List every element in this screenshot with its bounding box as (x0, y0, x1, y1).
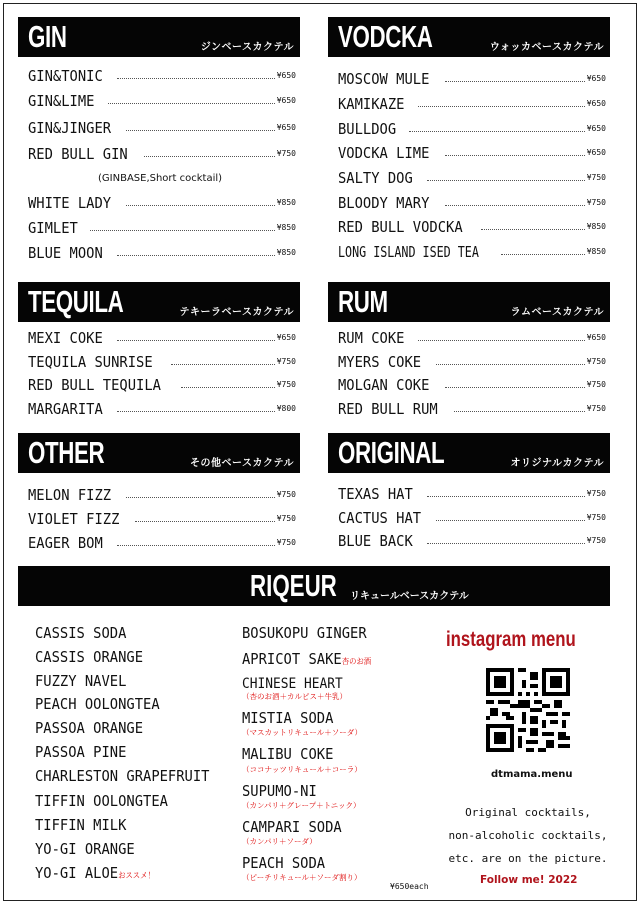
other-title: OTHER (28, 435, 105, 470)
item-name: BLOODY MARY (338, 194, 430, 212)
item-name: MOLGAN COKE (338, 376, 430, 394)
rum-title: RUM (338, 284, 388, 319)
item-name: VODCKA LIME (338, 144, 430, 162)
item-name: MEXI COKE (28, 329, 103, 347)
item-price: ¥750 (586, 380, 606, 389)
menu-item (338, 398, 606, 418)
leader-dots (445, 205, 584, 206)
leader-dots (135, 521, 274, 522)
item-price: ¥750 (586, 404, 606, 413)
leader-dots (445, 81, 584, 82)
leader-dots (181, 387, 275, 388)
leader-dots (436, 364, 584, 365)
item-name: CACTUS HAT (338, 509, 422, 527)
menu-item (28, 374, 296, 394)
rum-section (328, 282, 610, 422)
item-name: RED BULL RUM (338, 400, 438, 418)
riqeur-item: PEACH SODA (242, 854, 326, 872)
leader-dots (427, 496, 584, 497)
gin-subtitle: ジンベースカクテル (200, 42, 294, 53)
item-price: ¥750 (276, 514, 296, 523)
riqeur-header (18, 566, 610, 606)
item-price: ¥650 (586, 124, 606, 133)
leader-dots (117, 411, 274, 412)
leader-dots (481, 229, 584, 230)
gin-short-note: (GINBASE,Short cocktail) (98, 173, 223, 184)
menu-item (28, 143, 296, 163)
item-price: ¥800 (276, 404, 296, 413)
menu-item (338, 216, 606, 236)
menu-item (338, 507, 606, 527)
leader-dots (108, 103, 274, 104)
tequila-header (18, 282, 300, 322)
menu-item (28, 508, 296, 528)
menu-item (28, 90, 296, 110)
menu-item (28, 217, 296, 237)
leader-dots (117, 255, 274, 256)
item-name: WHITE LADY (28, 194, 112, 212)
item-name: RED BULL VODCKA (338, 218, 463, 236)
item-name: MARGARITA (28, 400, 103, 418)
vodcka-section (328, 17, 610, 267)
recommend-tag: おススメ！ (118, 871, 155, 880)
apricot-tag: 杏のお酒 (341, 657, 372, 666)
item-price: ¥650 (276, 333, 296, 342)
riqeur-item (35, 864, 155, 885)
menu-item (28, 484, 296, 504)
menu-item (338, 142, 606, 162)
item-name: TEXAS HAT (338, 485, 413, 503)
instagram-desc-line: etc. are on the picture. (448, 852, 608, 865)
riqeur-item: SUPUMO-NI (242, 782, 317, 800)
item-name: GIMLET (28, 219, 78, 237)
menu-item (28, 117, 296, 137)
rum-subtitle: ラムベースカクテル (510, 307, 604, 318)
item-price: ¥750 (586, 198, 606, 207)
item-name: BULLDOG (338, 120, 397, 138)
riqeur-item: BOSUKOPU GINGER (242, 624, 367, 642)
item-price: ¥750 (586, 489, 606, 498)
item-price: ¥850 (586, 247, 606, 256)
riqeur-item: CASSIS ORANGE (35, 648, 144, 666)
other-header (18, 433, 300, 473)
leader-dots (126, 205, 274, 206)
instagram-desc-line: Original cocktails, (465, 806, 591, 819)
vodcka-header (328, 17, 610, 57)
leader-dots (409, 131, 585, 132)
leader-dots (427, 543, 584, 544)
riqeur-title: RIQEUR (250, 568, 337, 603)
follow-me-text: Follow me! 2022 (480, 874, 578, 886)
item-price: ¥650 (586, 99, 606, 108)
leader-dots (144, 156, 274, 157)
item-name: LONG ISLAND ISED TEA (338, 243, 479, 261)
riqeur-item: TIFFIN OOLONGTEA (35, 792, 168, 810)
item-price: ¥650 (276, 123, 296, 132)
item-price: ¥750 (586, 357, 606, 366)
riqeur-item-name: YO-GI ALOE (35, 864, 119, 882)
leader-dots (90, 230, 275, 231)
original-section (328, 433, 610, 558)
instagram-title: instagram menu (446, 628, 576, 651)
riqeur-item: CHINESE HEART (242, 676, 343, 692)
item-price: ¥750 (276, 149, 296, 158)
vodcka-subtitle: ウォッカベースカクテル (489, 42, 604, 53)
other-subtitle: その他ベースカクテル (190, 458, 294, 469)
menu-item (338, 167, 606, 187)
tequila-section (18, 282, 300, 422)
item-name: MYERS COKE (338, 353, 422, 371)
riqeur-item-sub: （マスカットリキュール＋ソーダ） (242, 728, 362, 737)
riqeur-item-sub: （ココナッツリキュール＋コーラ） (242, 765, 362, 774)
riqeur-item-name: APRICOT SAKE (242, 650, 342, 668)
qr-code-icon[interactable] (486, 668, 570, 752)
item-name: EAGER BOM (28, 534, 103, 552)
menu-item (28, 65, 296, 85)
item-price: ¥650 (586, 333, 606, 342)
menu-item (338, 241, 606, 261)
leader-dots (501, 254, 585, 255)
gin-title: GIN (28, 19, 67, 54)
item-name: RED BULL TEQUILA (28, 376, 161, 394)
riqeur-item-sub: （杏のお酒＋カルピス＋牛乳） (242, 692, 347, 701)
instagram-handle[interactable]: dtmama.menu (491, 769, 573, 780)
leader-dots (117, 340, 274, 341)
riqeur-item-sub: （カンパリ＋ソーダ） (242, 837, 317, 846)
leader-dots (126, 130, 274, 131)
item-price: ¥650 (586, 148, 606, 157)
item-name: MELON FIZZ (28, 486, 112, 504)
riqeur-item: CAMPARI SODA (242, 818, 342, 836)
riqeur-item-sub: （ピーチリキュール＋ソーダ割り） (242, 873, 362, 882)
item-name: RUM COKE (338, 329, 405, 347)
item-name: KAMIKAZE (338, 95, 405, 113)
original-header (328, 433, 610, 473)
vodcka-title: VODCKA (338, 19, 433, 54)
riqeur-item: PEACH OOLONGTEA (35, 695, 160, 713)
menu-item (338, 374, 606, 394)
leader-dots (445, 155, 584, 156)
item-name: GIN&TONIC (28, 67, 103, 85)
riqeur-item: CASSIS SODA (35, 624, 127, 642)
item-name: VIOLET FIZZ (28, 510, 120, 528)
item-price: ¥850 (276, 248, 296, 257)
leader-dots (117, 78, 274, 79)
item-name: BLUE MOON (28, 244, 103, 262)
leader-dots (436, 520, 584, 521)
item-price: ¥750 (276, 490, 296, 499)
item-price: ¥850 (276, 198, 296, 207)
riqeur-item (242, 650, 371, 671)
other-section (18, 433, 300, 558)
menu-item (338, 93, 606, 113)
menu-item (338, 327, 606, 347)
leader-dots (126, 497, 274, 498)
menu-item (338, 351, 606, 371)
riqeur-item-sub: （カンパリ＋グレープ＋トニック） (242, 801, 361, 810)
item-price: ¥750 (586, 173, 606, 182)
item-price: ¥650 (586, 74, 606, 83)
riqeur-item: YO-GI ORANGE (35, 840, 135, 858)
leader-dots (445, 387, 584, 388)
item-price: ¥750 (586, 536, 606, 545)
riqeur-item: PASSOA PINE (35, 743, 127, 761)
tequila-subtitle: テキーラベースカクテル (179, 307, 294, 318)
tequila-title: TEQUILA (28, 284, 124, 319)
menu-item (338, 530, 606, 550)
leader-dots (454, 411, 584, 412)
menu-item (338, 192, 606, 212)
item-name: MOSCOW MULE (338, 70, 430, 88)
menu-item (338, 118, 606, 138)
item-name: GIN&LIME (28, 92, 95, 110)
riqeur-subtitle: リキュールベースカクテル (350, 591, 469, 602)
menu-item (28, 351, 296, 371)
menu-item (338, 483, 606, 503)
gin-section (18, 17, 300, 267)
item-name: BLUE BACK (338, 532, 413, 550)
gin-header (18, 17, 300, 57)
item-price: ¥750 (586, 513, 606, 522)
riqeur-price-note: ¥650each (390, 882, 429, 891)
item-name: SALTY DOG (338, 169, 413, 187)
menu-item (338, 68, 606, 88)
leader-dots (418, 106, 584, 107)
leader-dots (171, 364, 274, 365)
menu-item (28, 532, 296, 552)
item-price: ¥650 (276, 96, 296, 105)
leader-dots (427, 180, 584, 181)
item-price: ¥750 (276, 380, 296, 389)
item-price: ¥850 (586, 222, 606, 231)
menu-item (28, 242, 296, 262)
riqeur-item: FUZZY NAVEL (35, 672, 127, 690)
item-price: ¥650 (276, 71, 296, 80)
original-subtitle: オリジナルカクテル (510, 458, 604, 469)
item-price: ¥850 (276, 223, 296, 232)
riqeur-item: CHARLESTON GRAPEFRUIT (35, 767, 210, 785)
riqeur-item: TIFFIN MILK (35, 816, 127, 834)
menu-item (28, 327, 296, 347)
item-name: GIN&JINGER (28, 119, 112, 137)
rum-header (328, 282, 610, 322)
item-name: RED BULL GIN (28, 145, 128, 163)
item-price: ¥750 (276, 357, 296, 366)
item-price: ¥750 (276, 538, 296, 547)
original-title: ORIGINAL (338, 435, 445, 470)
riqeur-item: MALIBU COKE (242, 745, 334, 763)
riqeur-item: MISTIA SODA (242, 709, 334, 727)
leader-dots (117, 545, 274, 546)
riqeur-item: PASSOA ORANGE (35, 719, 144, 737)
item-name: TEQUILA SUNRISE (28, 353, 153, 371)
menu-item (28, 192, 296, 212)
instagram-desc-line: non-alcoholic cocktails, (448, 829, 608, 842)
leader-dots (418, 340, 584, 341)
menu-item (28, 398, 296, 418)
